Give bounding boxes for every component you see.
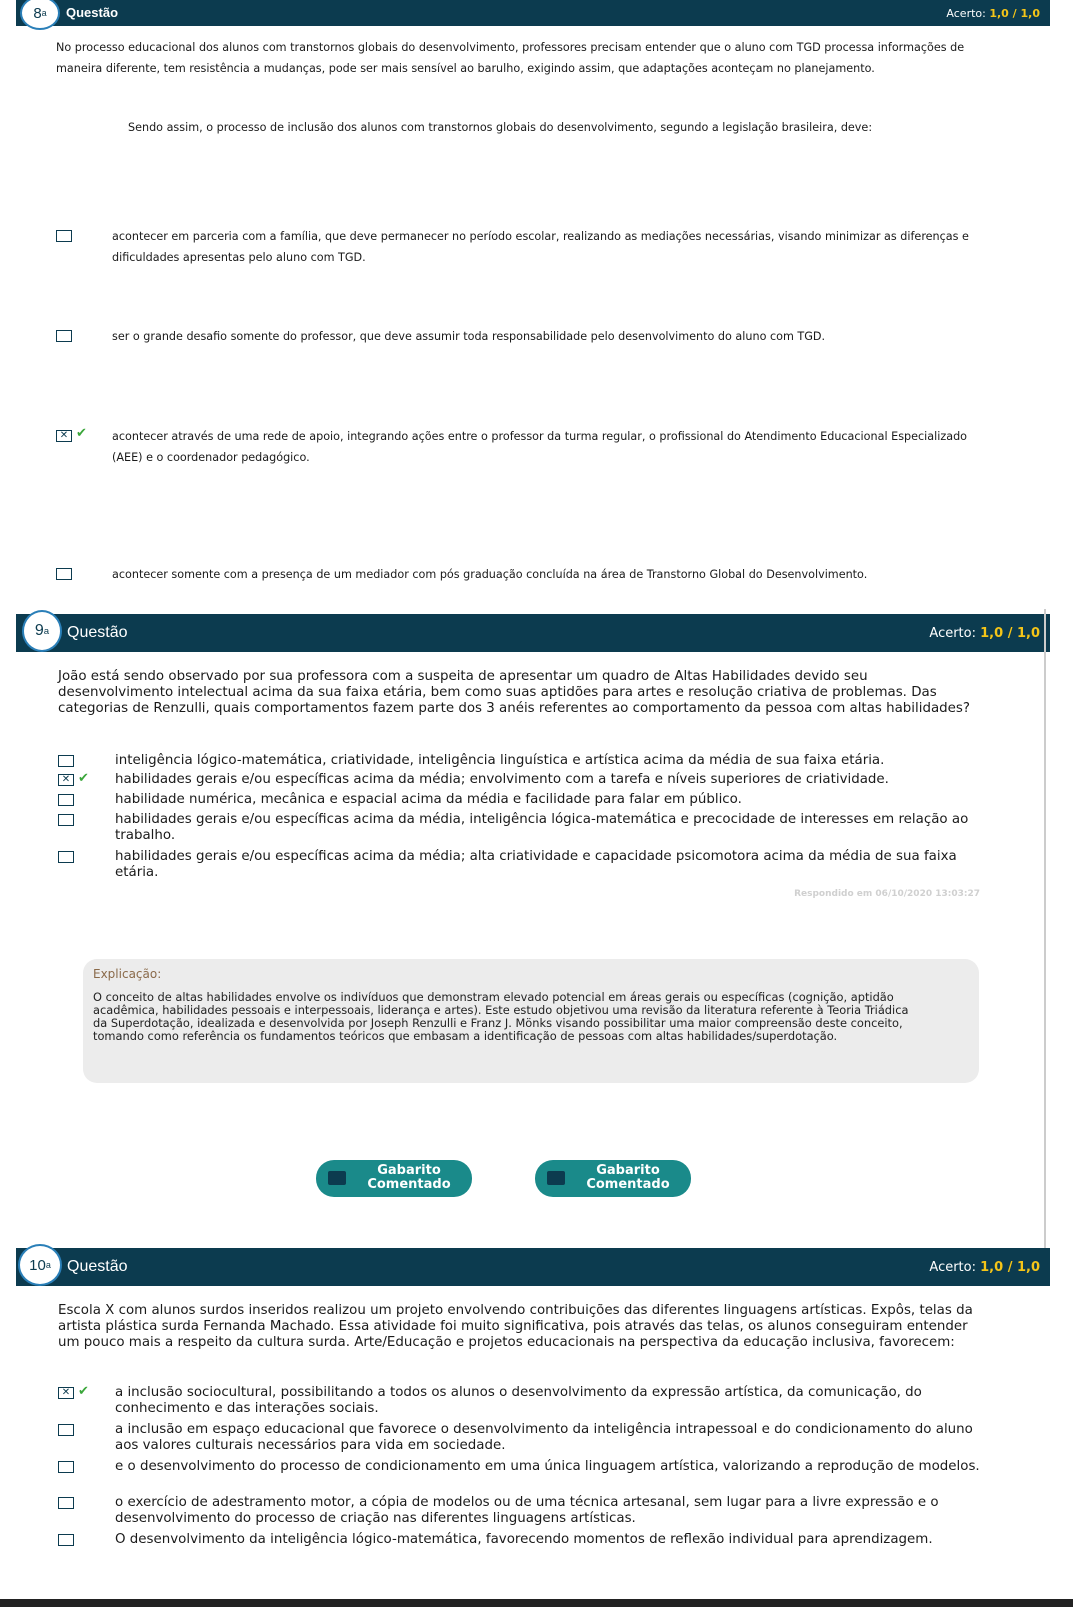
question-stem: Sendo assim, o processo de inclusão dos alunos com transtornos globais do desenvolvimento, segundo a legislação brasileira, deve: bbox=[128, 121, 873, 134]
video-icon bbox=[547, 1171, 565, 1185]
option-text: acontecer através de uma rede de apoio, integrando ações entre o professor da turma regular, o profissional do Atendimento Educacional Especializado (AEE) e o coordenador pedagógico. bbox=[112, 430, 968, 464]
option-text: ser o grande desafio somente do professor, que deve assumir toda responsabilidade pelo desenvolvimento do aluno com TGD. bbox=[112, 330, 826, 343]
option-checkbox[interactable] bbox=[58, 755, 74, 767]
score bbox=[929, 1260, 1040, 1275]
option-text: acontecer somente com a presença de um mediador com pós graduação concluída na área de Transtorno Global do Desenvolvimento. bbox=[112, 568, 868, 581]
question-stem: Escola X com alunos surdos inseridos realizou um projeto envolvendo contribuições das diferentes linguagens artísticas. Expôs, telas da artista plástica surda Fernanda Machado. Essa atividade foi muito significativa, pois através das telas, os alunos conseguiram entender um pouco mais a respeito da cultura surda. Arte/Educação e projetos educacionais na perspectiva da educação inclusiva, favorecem: bbox=[58, 1303, 973, 1350]
option-checkbox[interactable] bbox=[58, 1534, 74, 1546]
question-stem: João está sendo observado por sua professora com a suspeita de apresentar um quadro de Altas Habilidades devido seu desenvolvimento intelectual acima da sua faixa etária, bem como suas aptidões para artes e resolução criativa de problemas. Das categorias de Renzulli, quais comportamentos fazem parte dos 3 anéis referentes ao comportamento da pessoa com altas habilidades? bbox=[58, 669, 970, 716]
question-number-badge bbox=[20, 0, 60, 30]
option-text: e o desenvolvimento do processo de condicionamento em uma única linguagem artística, valorizando a reprodução de modelos. bbox=[115, 1459, 980, 1474]
option-checkbox[interactable] bbox=[56, 568, 72, 580]
score-label: Acerto: bbox=[946, 7, 986, 20]
option-text: acontecer em parceria com a família, que deve permanecer no período escolar, realizando as mediações necessárias, visando minimizar as diferenças e dificuldades apresentas pelo aluno com TGD. bbox=[112, 230, 969, 264]
checked-box-icon[interactable]: ✕ bbox=[56, 430, 72, 442]
option-text: a inclusão sociocultural, possibilitando a todos os alunos o desenvolvimento da expressão artística, da comunicação, do conhecimento e das interações sociais. bbox=[115, 1385, 922, 1416]
question-number: 8 bbox=[33, 4, 42, 22]
explanation-box bbox=[83, 959, 979, 1083]
answered-timestamp: Respondido em 06/10/2020 13:03:27 bbox=[794, 889, 980, 899]
question-title: Questão bbox=[66, 5, 119, 20]
question-number-badge bbox=[22, 610, 62, 652]
question-number-badge bbox=[18, 1244, 62, 1286]
option-checkbox[interactable] bbox=[58, 851, 74, 863]
option-text: habilidades gerais e/ou específicas acima da média; envolvimento com a tarefa e níveis superiores de criatividade. bbox=[115, 772, 889, 787]
score-value: 1,0 / 1,0 bbox=[980, 1260, 1040, 1275]
gabarito-comentado-button[interactable] bbox=[535, 1160, 691, 1197]
option-checkbox[interactable] bbox=[58, 794, 74, 806]
question-title: Questão bbox=[67, 624, 128, 641]
scroll-divider bbox=[1044, 609, 1046, 1269]
score-label: Acerto: bbox=[929, 1260, 976, 1275]
question-8-header bbox=[16, 0, 1050, 26]
button-label: Gabarito Comentado bbox=[367, 1163, 451, 1192]
score-value: 1,0 / 1,0 bbox=[980, 626, 1040, 641]
question-number: 9 bbox=[34, 622, 44, 639]
question-ordinal: a bbox=[41, 8, 47, 18]
option-checkbox[interactable] bbox=[58, 1497, 74, 1509]
gabarito-comentado-button[interactable] bbox=[316, 1160, 472, 1197]
question-title: Questão bbox=[67, 1258, 128, 1275]
question-9-header bbox=[16, 614, 1050, 652]
option-checkbox[interactable] bbox=[56, 230, 72, 242]
question-10-header bbox=[16, 1248, 1050, 1286]
button-label: Gabarito Comentado bbox=[586, 1163, 670, 1192]
correct-check-icon: ✔ bbox=[78, 771, 89, 786]
option-checkbox[interactable] bbox=[58, 814, 74, 826]
question-ordinal: a bbox=[43, 625, 50, 637]
bottom-edge bbox=[0, 1599, 1073, 1607]
option-checkbox[interactable] bbox=[58, 1461, 74, 1473]
score bbox=[946, 7, 1040, 20]
option-text: habilidades gerais e/ou específicas acima da média; alta criatividade e capacidade psicomotora acima da média de sua faixa etária. bbox=[115, 849, 957, 880]
video-icon bbox=[328, 1171, 346, 1185]
option-text: inteligência lógico-matemática, criatividade, inteligência linguística e artística acima da média de sua faixa etária. bbox=[115, 753, 885, 768]
explanation-title: Explicação: bbox=[93, 967, 162, 981]
score-value: 1,0 / 1,0 bbox=[989, 7, 1040, 20]
checked-box-icon[interactable]: ✕ bbox=[58, 774, 74, 786]
option-text: o exercício de adestramento motor, a cópia de modelos ou de uma técnica artesanal, sem lugar para a livre expressão e o desenvolvimento do processo de criação nas diferentes linguagens artísticas. bbox=[115, 1495, 939, 1526]
option-checkbox[interactable] bbox=[58, 1424, 74, 1436]
score bbox=[929, 626, 1040, 641]
score-label: Acerto: bbox=[929, 626, 976, 641]
option-checkbox[interactable] bbox=[56, 330, 72, 342]
explanation-text: O conceito de altas habilidades envolve os indivíduos que demonstram elevado potencial em áreas gerais ou específicas (cognição, aptidão acadêmica, habilidades pessoais e interpessoais, liderança e artes). Este estudo objetivou uma revisão da literatura referente à Teoria Triádica da Superdotação, idealizada e desenvolvida por Joseph Renzulli e Franz J. Mönks visando possibilitar uma maior compreensão deste conceito, tomando como referência os fundamentos teóricos que embasam a identificação de pessoas com altas habilidades/superdotação. bbox=[93, 990, 909, 1043]
correct-check-icon: ✔ bbox=[76, 426, 87, 441]
correct-check-icon: ✔ bbox=[78, 1384, 89, 1399]
checked-box-icon[interactable]: ✕ bbox=[58, 1387, 74, 1399]
question-number: 10 bbox=[29, 1256, 46, 1274]
option-text: habilidades gerais e/ou específicas acima da média, inteligência lógica-matemática e precocidade de interesses em relação ao trabalho. bbox=[115, 812, 969, 843]
option-text: O desenvolvimento da inteligência lógico-matemática, favorecendo momentos de reflexão individual para aprendizagem. bbox=[115, 1532, 933, 1547]
option-text: habilidade numérica, mecânica e espacial acima da média e facilidade para falar em público. bbox=[115, 792, 742, 807]
question-ordinal: a bbox=[45, 1260, 51, 1270]
option-text: a inclusão em espaço educacional que favorece o desenvolvimento da inteligência intrapessoal e do condicionamento do aluno aos valores culturais necessários para vida em sociedade. bbox=[115, 1422, 973, 1453]
question-intro: No processo educacional dos alunos com transtornos globais do desenvolvimento, professores precisam entender que o aluno com TGD processa informações de maneira diferente, tem resistência a mudanças, pode ser mais sensível ao barulho, exigindo assim, que adaptações aconteçam no planejamento. bbox=[56, 41, 965, 75]
